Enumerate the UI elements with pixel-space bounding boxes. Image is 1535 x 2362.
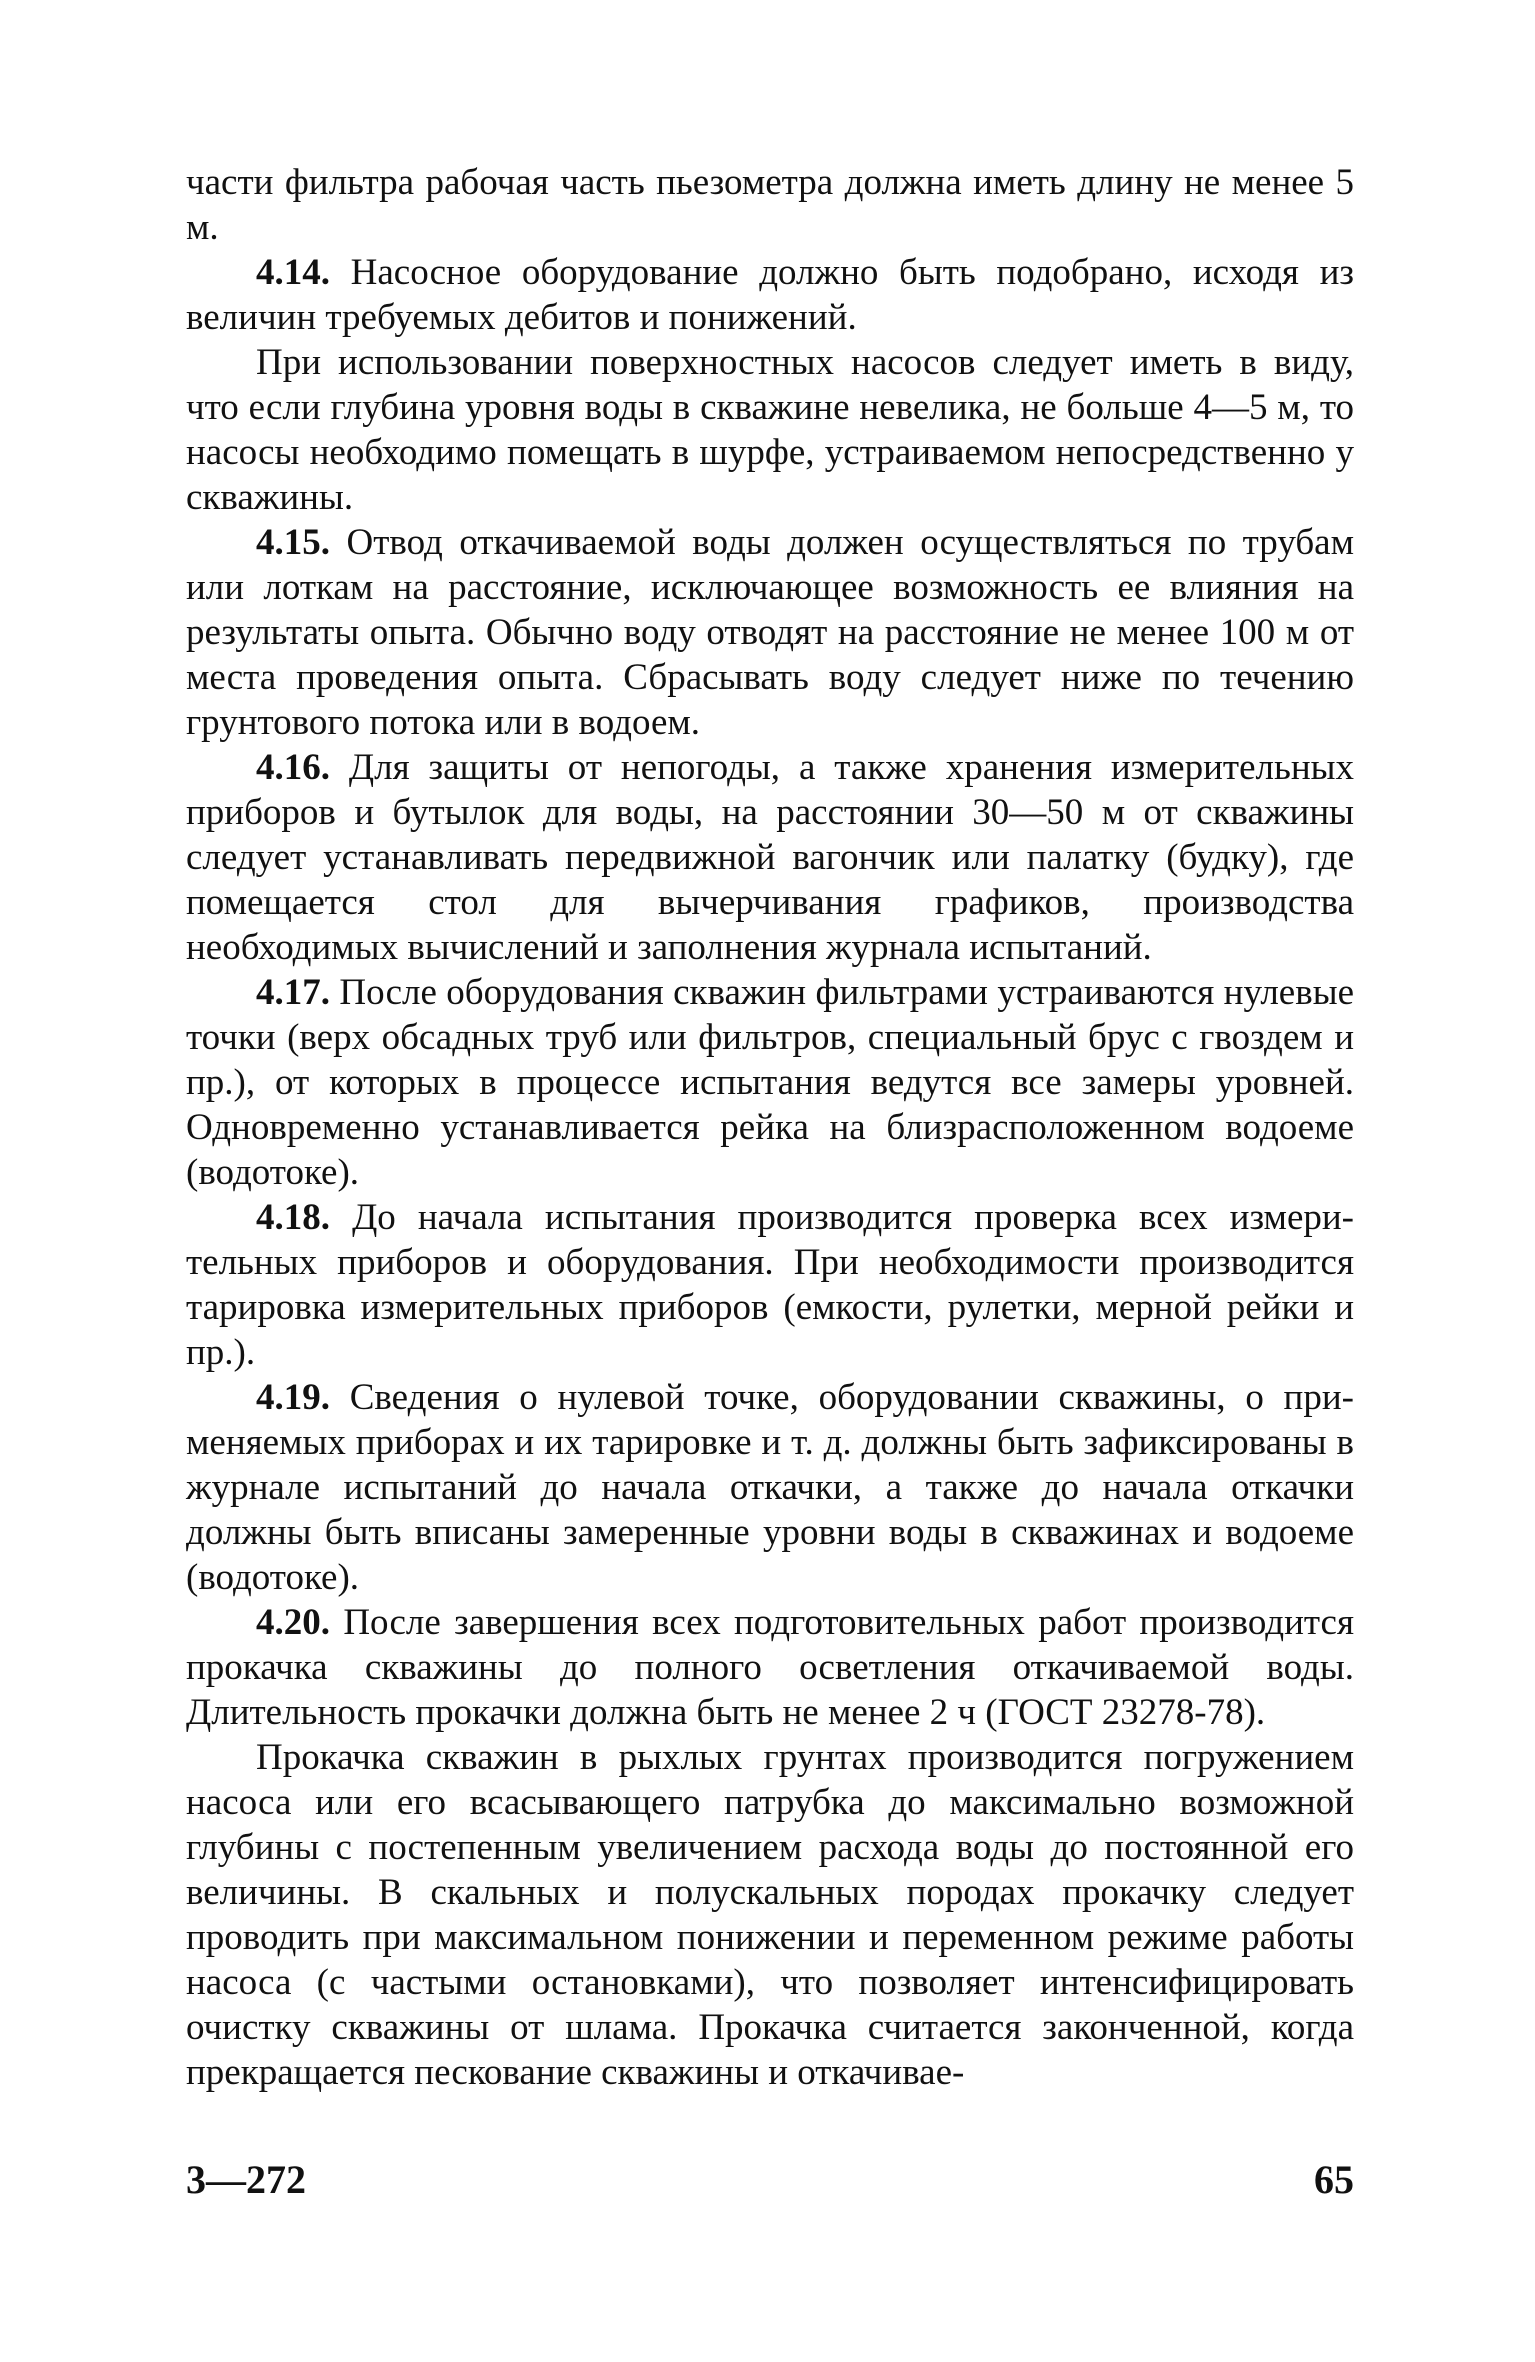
paragraph-text: При использовании поверхностных насосов следует иметь в виду, что если глубина уровня воды в скважине невелика, не больше 4—5 м, то насосы необходимо помещать в шурфе, устраиваемом непосредственно у скважины.	[186, 342, 1354, 518]
clause-text: До начала испытания производится проверка всех измерительных приборов и оборудования. При необходимости производится тарировка измерительных приборов (емкости, рулетки, мерной рейки и пр.).	[186, 1197, 1354, 1373]
page-body	[186, 160, 1354, 2095]
page-number: 65	[1314, 2157, 1354, 2202]
page-footer	[186, 2156, 1354, 2206]
clause-text: Сведения о нулевой точке, оборудовании скважины, о применяемых приборах и их тарировке и т. д. должны быть зафиксированы в журнале испытаний до начала откачки, а также до начала откачки должны быть вписаны замеренные уровни воды в скважинах и водоеме (водотоке).	[186, 1377, 1354, 1598]
clause-text: После завершения всех подготовительных работ производится прокачка скважины до полного осветления откачиваемой воды. Длительность прокачки должна быть не менее 2 ч (ГОСТ 23278-78).	[186, 1602, 1354, 1733]
clause-number: 4.17.	[256, 972, 330, 1013]
clause-text: После оборудования скважин фильтрами устраиваются нулевые точки (верх обсадных труб или фильтров, специальный брус с гвоздем и пр.), от которых в процессе испытания ведутся все замеры уровней. Одновременно устанавливается рейка на близрасположенном водоеме (водотоке).	[186, 972, 1354, 1193]
clause-number: 4.16.	[256, 747, 330, 788]
paragraph-1	[186, 160, 1354, 250]
clause-number: 4.19.	[256, 1377, 330, 1418]
clause-4-19	[186, 1375, 1354, 1600]
clause-4-15	[186, 520, 1354, 745]
clause-number: 4.15.	[256, 522, 330, 563]
printer-signature: 3—272	[186, 2157, 306, 2202]
paragraph-3	[186, 340, 1354, 520]
clause-text: Отвод откачиваемой воды должен осуществляться по трубам или лоткам на расстояние, исключающее возможность ее влияния на результаты опыта. Обычно воду отводят на расстояние не менее 100 м от места проведения опыта. Сбрасывать воду следует ниже по течению грунтового потока или в водоем.	[186, 522, 1354, 743]
clause-number: 4.20.	[256, 1602, 330, 1643]
clause-number: 4.14.	[256, 252, 330, 293]
clause-number: 4.18.	[256, 1197, 330, 1238]
clause-4-17	[186, 970, 1354, 1195]
clause-4-16	[186, 745, 1354, 970]
clause-4-20	[186, 1600, 1354, 1735]
paragraph-text: Прокачка скважин в рыхлых грунтах производится погружением насоса или его всасывающего патрубка до максимально возможной глубины с постепенным увеличением расхода воды до постоянной его величины. В скальных и полускальных породах прокачку следует проводить при максимальном понижении и переменном режиме работы насоса (с частыми остановками), что позволяет интенсифицировать очистку скважины от шлама. Прокачка считается законченной, когда прекращается пескование скважины и откачивае-	[186, 1737, 1354, 2093]
paragraph-text: части фильтра рабочая часть пьезометра должна иметь длину не менее 5 м.	[186, 162, 1354, 248]
clause-4-14	[186, 250, 1354, 340]
clause-text: Насосное оборудование должно быть подобрано, исходя из величин требуемых дебитов и понижений.	[186, 252, 1354, 338]
clause-4-18	[186, 1195, 1354, 1375]
clause-text: Для защиты от непогоды, а также хранения измерительных приборов и бутылок для воды, на расстоянии 30—50 м от скважины следует устанавливать передвижной вагончик или палатку (будку), где помещается стол для вычерчивания графиков, производства необходимых вычислений и заполнения журнала испытаний.	[186, 747, 1354, 968]
paragraph-10	[186, 1735, 1354, 2095]
